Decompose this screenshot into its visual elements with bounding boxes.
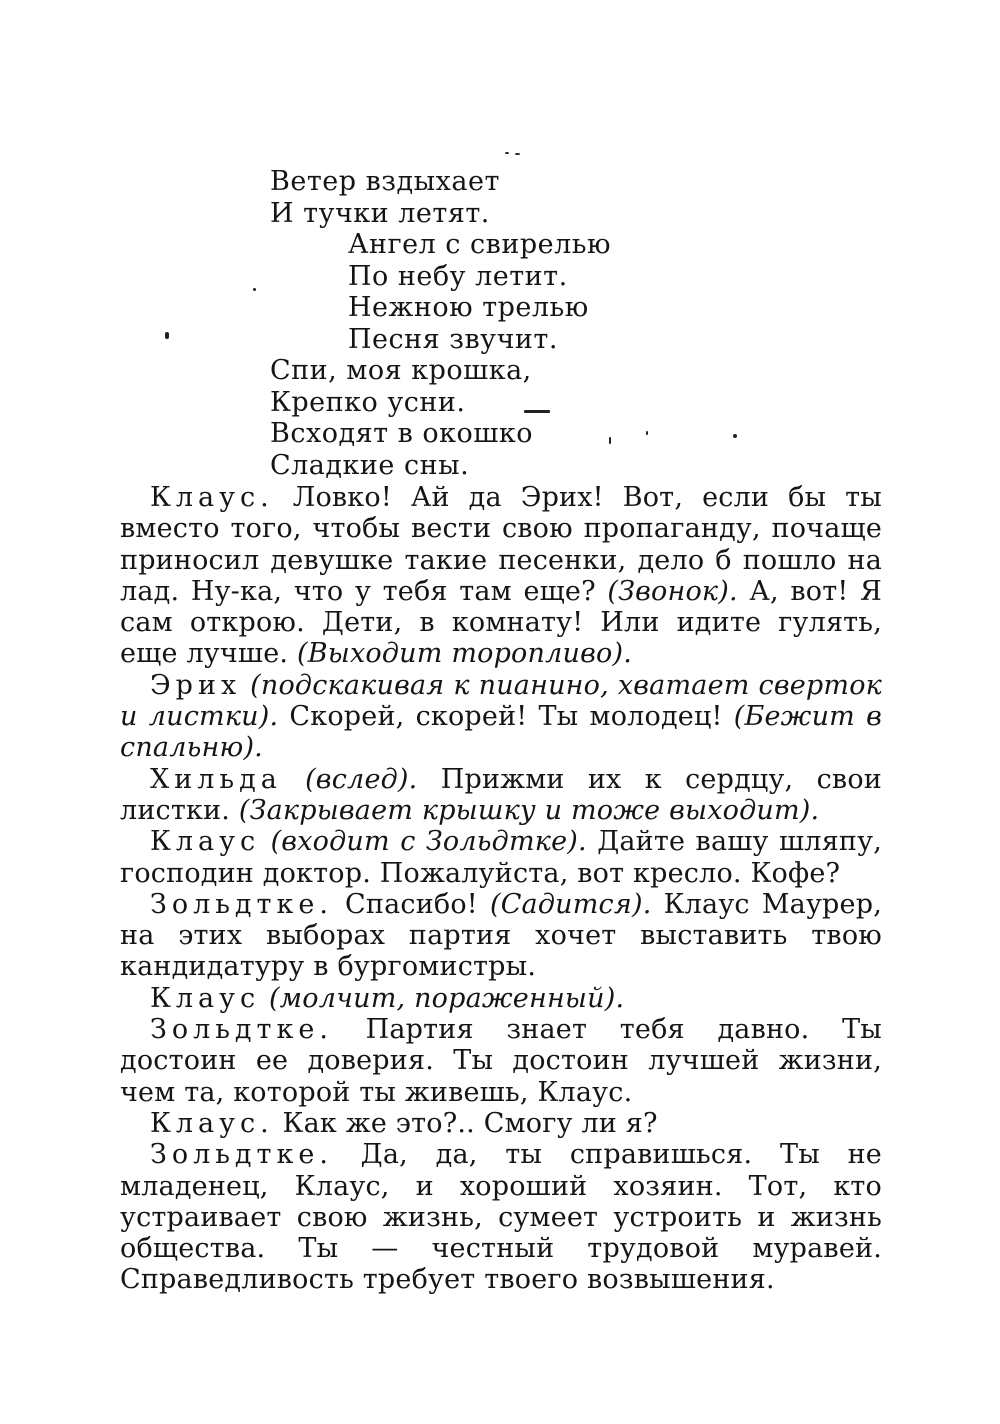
dialogue-text bbox=[282, 764, 305, 795]
dialogue-paragraph bbox=[120, 670, 882, 764]
speaker-name: Зольдтке. bbox=[150, 1014, 333, 1046]
speaker-name: Эрих bbox=[150, 669, 242, 701]
speaker-name: Клаус. bbox=[150, 1107, 274, 1139]
speaker-name: Клаус bbox=[150, 826, 261, 858]
dialogue-paragraph bbox=[120, 983, 882, 1014]
ink-speck bbox=[505, 152, 509, 154]
stage-direction: (молчит, пораженный). bbox=[268, 982, 625, 1014]
dialogue-paragraph bbox=[120, 889, 882, 983]
poem-line: Крепко усни. bbox=[270, 386, 466, 418]
poem-line: Сладкие сны. bbox=[270, 449, 470, 481]
speaker-name: Клаус. bbox=[150, 482, 274, 513]
poem-line: Нежною трелью bbox=[348, 292, 589, 323]
poem-line: Ветер вздыхает bbox=[270, 166, 500, 197]
poem-line: Песня звучит. bbox=[348, 323, 558, 355]
stage-direction: (Закрывает крышку и тоже выходит). bbox=[238, 794, 820, 826]
poem-line: Ангел с свирелью bbox=[348, 229, 611, 260]
dialogue-text: Клаус Маурер, на этих выборах партия хочет выставить твою кандидатуру в бургомистры. bbox=[120, 888, 882, 983]
stage-direction: (Бежит в спальню). bbox=[120, 701, 883, 764]
dialogue-text: Дайте вашу шляпу, господин доктор. Пожалуйста, вот кресло. Кофе? bbox=[120, 826, 882, 889]
poem-line: И тучки летят. bbox=[270, 197, 490, 229]
dialogue-text: Партия знает тебя давно. Ты достоин ее доверия. Ты достоин лучшей жизни, чем та, которой ты живешь, Клаус. bbox=[120, 1014, 882, 1108]
ink-speck bbox=[515, 153, 520, 155]
dialogue-paragraph bbox=[120, 826, 882, 889]
dialogue-text bbox=[241, 670, 250, 701]
dialogue-paragraph bbox=[120, 1108, 882, 1139]
dialogue-paragraph bbox=[120, 1014, 882, 1108]
dialogue-paragraph bbox=[120, 1139, 882, 1295]
poem-line: Спи, моя крошка, bbox=[270, 355, 532, 386]
speaker-name: Зольдтке. bbox=[150, 888, 333, 920]
stage-direction: (Выходит торопливо). bbox=[296, 638, 632, 670]
dialogue-paragraph bbox=[120, 482, 882, 670]
stage-direction: (Садится). bbox=[489, 888, 652, 920]
lullaby-poem bbox=[270, 166, 790, 481]
speaker-name: Клаус bbox=[150, 982, 261, 1014]
speaker-name: Хильда bbox=[150, 763, 282, 795]
dialogue-text: Да, да, ты справишься. Ты не младенец, Клаус, и хороший хозяин. Тот, кто устраивает свою жизнь, сумеет устроить и жизнь общества. Ты — честный трудовой муравей. Справедливость требует твоего возвышения. bbox=[120, 1139, 882, 1296]
dialogue-paragraph bbox=[120, 764, 882, 827]
speaker-name: Зольдтке. bbox=[150, 1139, 333, 1171]
dialogue-text bbox=[260, 983, 269, 1014]
play-dialogue bbox=[120, 482, 882, 1296]
dialogue-text: А, вот! Я сам открою. Дети, в комнату! Или идите гулять, еще лучше. bbox=[120, 575, 882, 670]
dialogue-text: Спасибо! bbox=[332, 888, 490, 920]
dialogue-text bbox=[260, 826, 270, 857]
stage-direction: (входит с Зольдтке). bbox=[270, 826, 587, 858]
stage-direction: (вслед). bbox=[305, 763, 418, 795]
stage-direction: (Звонок). bbox=[607, 575, 738, 607]
dialogue-text: Прижми их к сердцу, свои листки. bbox=[120, 763, 882, 826]
ink-speck bbox=[253, 288, 256, 291]
stage-direction: (подскакивая к пианино, хватает сверток и листки). bbox=[120, 669, 882, 733]
poem-line: Всходят в окошко bbox=[270, 418, 534, 449]
dialogue-text: Как же это?.. Смогу ли я? bbox=[273, 1107, 658, 1139]
dialogue-text: Скорей, скорей! Ты молодец! bbox=[278, 701, 734, 733]
dialogue-text: Ловко! Ай да Эрих! Вот, если бы ты вместо того, чтобы вести свою пропаганду, почаще приносил девушке такие песенки, дело б пошло на лад. Ну-ка, что у тебя там еще? bbox=[120, 482, 882, 607]
ink-speck bbox=[165, 332, 169, 339]
poem-line: По небу летит. bbox=[348, 260, 568, 292]
